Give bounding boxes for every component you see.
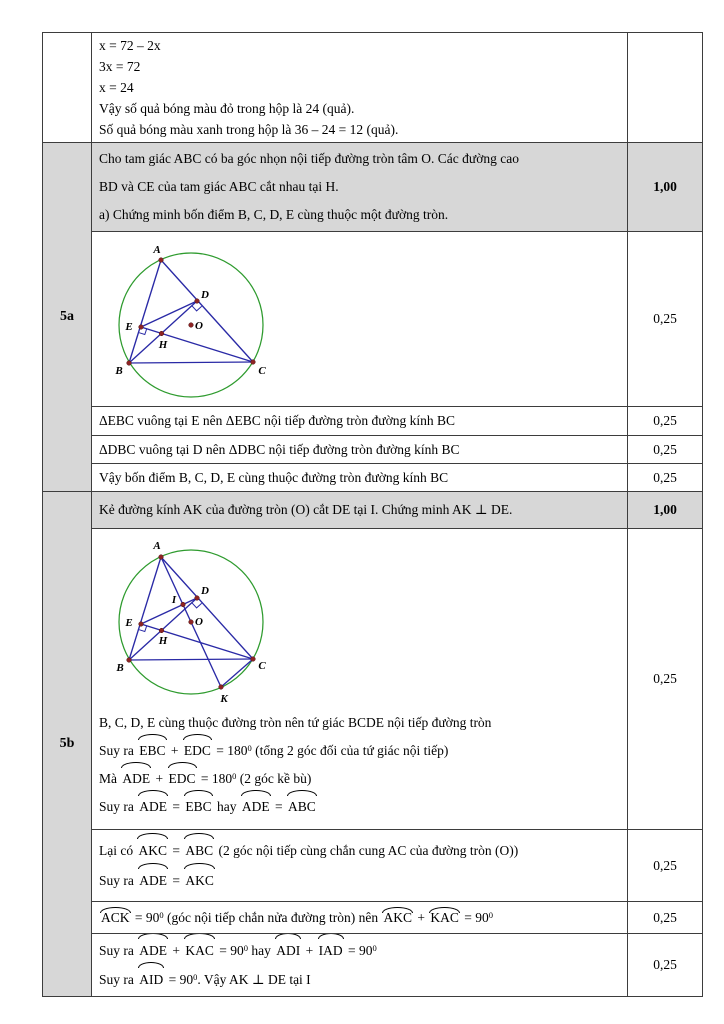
point-A-dot xyxy=(159,555,164,560)
statement-5b-cell xyxy=(92,492,628,529)
proof-step-cell xyxy=(92,830,628,902)
point-K-label: K xyxy=(220,693,228,705)
angle-arc-notation: ADE xyxy=(122,765,150,793)
angle-arc-notation: AID xyxy=(139,965,163,994)
angle-arc-notation: EBC xyxy=(185,793,211,821)
angle-arc-notation: ADE xyxy=(242,793,270,821)
score-cell: 0,25 xyxy=(628,232,703,407)
point-A-dot xyxy=(159,258,164,263)
point-A-label: A xyxy=(153,540,161,552)
angle-arc-notation: KAC xyxy=(430,909,459,925)
superscript: 0 xyxy=(372,943,377,953)
text-line: BD và CE của tam giác ABC cắt nhau tại H. xyxy=(99,179,339,194)
score-cell: 0,25 xyxy=(628,934,703,997)
angle-arc-notation: EBC xyxy=(139,737,165,765)
figure-5b-cell xyxy=(92,529,628,830)
proof-step-cell xyxy=(92,464,628,492)
right-angle-mark xyxy=(192,603,202,608)
geometry-figure-5a xyxy=(101,236,621,404)
table-row-5a-step1 xyxy=(43,407,703,436)
angle-arc-notation: ADE xyxy=(139,866,167,896)
point-D-dot xyxy=(195,299,200,304)
point-I-label: I xyxy=(171,594,177,606)
point-C-label: C xyxy=(258,660,266,672)
proof-step-cell xyxy=(92,934,628,997)
score-cell: 0,25 xyxy=(628,464,703,492)
table-row-5b-figure-step xyxy=(43,529,703,830)
angle-arc-notation: AKC xyxy=(138,836,167,866)
text-line: Suy ra ADE = AKC xyxy=(99,866,621,896)
proof-step-cell xyxy=(92,436,628,464)
intro-solution-cell xyxy=(92,33,628,143)
point-B-dot xyxy=(127,361,132,366)
superscript: 0 xyxy=(488,909,494,920)
text-line: a) Chứng minh bốn điểm B, C, D, E cùng thuộc một đường tròn. xyxy=(99,207,449,222)
text-line: 3x = 72 xyxy=(99,59,141,74)
text-line: ΔDBC vuông tại D nên ΔDBC nội tiếp đường tròn đường kính BC xyxy=(99,441,460,457)
segment-CK xyxy=(221,659,253,687)
point-I-dot xyxy=(181,602,186,607)
point-D-label: D xyxy=(201,289,209,301)
question-number-cell xyxy=(43,33,92,143)
proof-step-cell xyxy=(92,407,628,436)
point-K-dot xyxy=(219,685,224,690)
text-line: ACK = $90^0$ (góc nội tiếp chắn nửa đường tròn) nên AKC + KAC = $90^0$ xyxy=(101,909,494,925)
point-O-label: O xyxy=(195,320,203,332)
score-cell xyxy=(628,33,703,143)
table-row-5a-step2 xyxy=(43,436,703,464)
point-E-label: E xyxy=(125,617,133,629)
text-line: x = 72 – 2x xyxy=(99,38,161,53)
figure-5a-cell xyxy=(92,232,628,407)
table-row-intro xyxy=(43,33,703,143)
score-cell: 0,25 xyxy=(628,407,703,436)
table-row-5b-step4 xyxy=(43,934,703,997)
angle-arc-notation: EDC xyxy=(184,737,211,765)
text-line: Cho tam giác ABC có ba góc nhọn nội tiếp đường tròn tâm O. Các đường cao xyxy=(99,151,519,166)
point-H-dot xyxy=(159,331,164,336)
score-cell: 0,25 xyxy=(628,436,703,464)
text-line: Lại có AKC = ABC (2 góc nội tiếp cùng chắn cung AC của đường tròn (O)) xyxy=(99,836,621,866)
table-row-5b-statement xyxy=(43,492,703,529)
angle-arc-notation: ABC xyxy=(288,793,316,821)
text-line: Vậy số quả bóng màu đỏ trong hộp là 24 (quả). xyxy=(99,101,355,116)
point-O-dot xyxy=(189,620,194,625)
angle-arc-notation: ADI xyxy=(276,936,300,965)
text-line: ΔEBC vuông tại E nên ΔEBC nội tiếp đường tròn đường kính BC xyxy=(99,413,456,428)
angle-arc-notation: AKC xyxy=(383,909,412,925)
table-row-5b-step2 xyxy=(43,830,703,902)
table-row-5a-figure xyxy=(43,232,703,407)
point-H-dot xyxy=(159,628,164,633)
point-O-dot xyxy=(189,323,194,328)
table-row-5a-step3 xyxy=(43,464,703,492)
text-line: Suy ra EBC + EDC = $180^0$ (tổng 2 góc đối của tứ giác nội tiếp) xyxy=(99,737,621,765)
right-angle-mark xyxy=(139,626,147,632)
figure-svg xyxy=(101,236,301,404)
point-E-dot xyxy=(139,325,144,330)
table-row-5b-step3 xyxy=(43,902,703,934)
text-line: x = 24 xyxy=(99,80,134,95)
segment-BC xyxy=(129,362,253,363)
segment-ED xyxy=(141,301,197,327)
point-C-label: C xyxy=(258,365,266,377)
superscript: 0 xyxy=(247,743,252,753)
question-number-cell-5b: 5b xyxy=(43,492,92,997)
text-line: Vậy bốn điểm B, C, D, E cùng thuộc đường tròn đường kính BC xyxy=(99,469,449,485)
point-B-label: B xyxy=(115,365,123,377)
text-line: Suy ra ADE = EBC hay ADE = ABC xyxy=(99,793,621,821)
point-C-dot xyxy=(251,657,256,662)
right-angle-mark xyxy=(192,306,202,311)
angle-arc-notation: ADE xyxy=(139,936,167,965)
text-line: Mà ADE + EDC = $180^0$ (2 góc kề bù) xyxy=(99,765,621,793)
proof-step-cell xyxy=(92,902,628,934)
proof-step-lines xyxy=(99,709,621,821)
angle-arc-notation: ABC xyxy=(185,836,213,866)
figure-svg xyxy=(101,533,301,709)
angle-arc-notation: ACK xyxy=(101,909,130,925)
solution-table xyxy=(42,32,703,997)
text-line: Số quả bóng màu xanh trong hộp là 36 – 24 = 12 (quả). xyxy=(99,122,399,137)
point-D-label: D xyxy=(201,585,209,597)
superscript: 0 xyxy=(232,771,237,781)
statement-5a-cell xyxy=(92,143,628,232)
text-line: Kẻ đường kính AK của đường tròn (O) cắt DE tại I. Chứng minh AK ⊥ DE. xyxy=(99,502,513,517)
text-line: B, C, D, E cùng thuộc đường tròn nên tứ giác BCDE nội tiếp đường tròn xyxy=(99,715,492,730)
point-A-label: A xyxy=(153,244,161,256)
angle-arc-notation: IAD xyxy=(319,936,343,965)
score-cell: 1,00 xyxy=(628,492,703,529)
geometry-figure-5b xyxy=(101,533,621,709)
point-H-label: H xyxy=(158,635,168,647)
superscript: 0 xyxy=(159,909,164,920)
angle-arc-notation: KAC xyxy=(185,936,214,965)
angle-arc-notation: ADE xyxy=(139,793,167,821)
point-E-label: E xyxy=(125,321,133,333)
segment-BC xyxy=(129,659,253,660)
score-cell: 0,25 xyxy=(628,529,703,830)
point-H-label: H xyxy=(158,339,168,351)
point-D-dot xyxy=(195,596,200,601)
superscript: 0 xyxy=(193,972,198,982)
score-cell: 1,00 xyxy=(628,143,703,232)
score-cell: 0,25 xyxy=(628,902,703,934)
point-B-dot xyxy=(127,658,132,663)
table-row-5a-statement xyxy=(43,143,703,232)
point-C-dot xyxy=(251,360,256,365)
question-number-cell-5a: 5a xyxy=(43,143,92,492)
superscript: 0 xyxy=(243,943,249,953)
point-O-label: O xyxy=(195,616,203,628)
segment-ED xyxy=(141,598,197,624)
right-angle-mark xyxy=(139,329,147,335)
text-line: Suy ra AID = $90^0$. Vậy AK ⊥ DE tại I xyxy=(99,965,621,994)
text-line: Suy ra ADE + KAC = $90^0$ hay ADI + IAD = $90^0$ xyxy=(99,936,621,965)
angle-arc-notation: AKC xyxy=(185,866,214,896)
point-B-label: B xyxy=(116,662,124,674)
point-E-dot xyxy=(139,622,144,627)
angle-arc-notation: EDC xyxy=(169,765,196,793)
score-cell: 0,25 xyxy=(628,830,703,902)
